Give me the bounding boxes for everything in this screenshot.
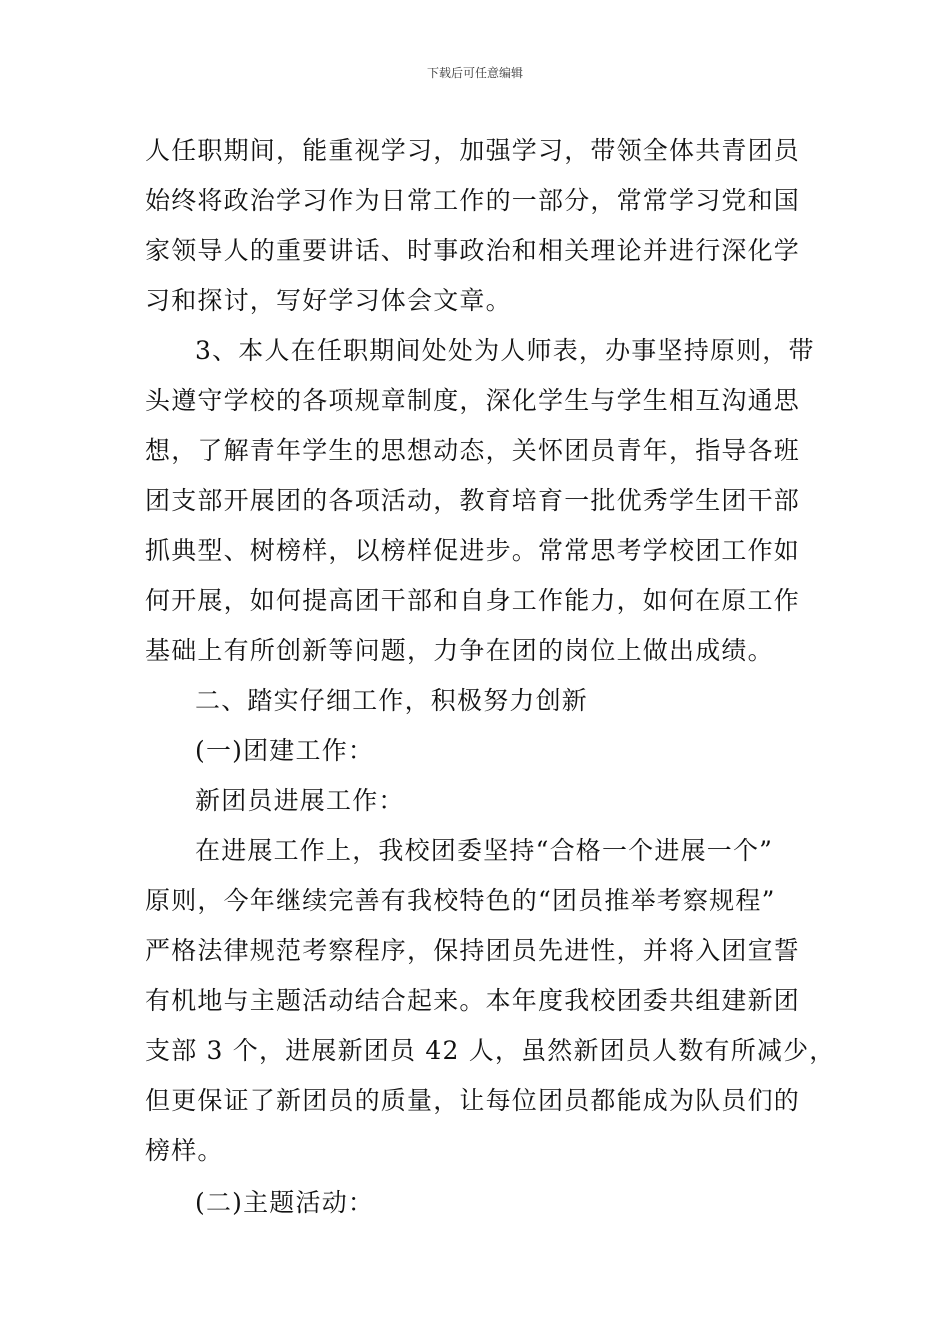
text-line: 但更保证了新团员的质量，让每位团员都能成为队员们的 — [145, 1086, 801, 1115]
text-line: 人任职期间，能重视学习，加强学习，带领全体共青团员 — [145, 136, 801, 165]
paragraph-start-line: 3、本人在任职期间处处为人师表，办事坚持原则，带 — [195, 336, 815, 365]
page-header: 下载后可任意编辑 — [426, 66, 523, 80]
subsection-heading: (二)主题活动： — [195, 1188, 375, 1217]
text-line: 基础上有所创新等问题，力争在团的岗位上做出成绩。 — [145, 636, 774, 665]
subsection-subheading: 新团员进展工作： — [195, 786, 405, 815]
document-body — [145, 126, 836, 1228]
paragraph-start-line: 在进展工作上，我校团委坚持“合格一个进展一个” — [195, 836, 774, 865]
text-line: 家领导人的重要讲话、时事政治和相关理论并进行深化学 — [145, 236, 801, 265]
text-line: 抓典型、树榜样，以榜样促进步。常常思考学校团工作如 — [145, 536, 801, 565]
text-line: 头遵守学校的各项规章制度，深化学生与学生相互沟通思 — [145, 386, 801, 415]
text-line: 支部 3 个，进展新团员 42 人，虽然新团员人数有所减少， — [145, 1036, 836, 1065]
text-line: 严格法律规范考察程序，保持团员先进性，并将入团宣誓 — [145, 936, 801, 965]
text-line: 原则，今年继续完善有我校特色的“团员推举考察规程” — [145, 886, 776, 915]
text-line: 榜样。 — [145, 1136, 224, 1165]
text-line: 团支部开展团的各项活动，教育培育一批优秀学生团干部 — [145, 486, 801, 515]
section-heading: 二、踏实仔细工作，积极努力创新 — [195, 686, 589, 715]
text-line: 始终将政治学习作为日常工作的一部分，常常学习党和国 — [145, 186, 801, 215]
subsection-heading: (一)团建工作： — [195, 736, 375, 765]
text-line: 想，了解青年学生的思想动态，关怀团员青年，指导各班 — [145, 436, 801, 465]
text-line: 何开展，如何提高团干部和自身工作能力，如何在原工作 — [145, 586, 801, 615]
text-line: 有机地与主题活动结合起来。本年度我校团委共组建新团 — [145, 986, 801, 1015]
text-line: 习和探讨，写好学习体会文章。 — [145, 286, 512, 315]
